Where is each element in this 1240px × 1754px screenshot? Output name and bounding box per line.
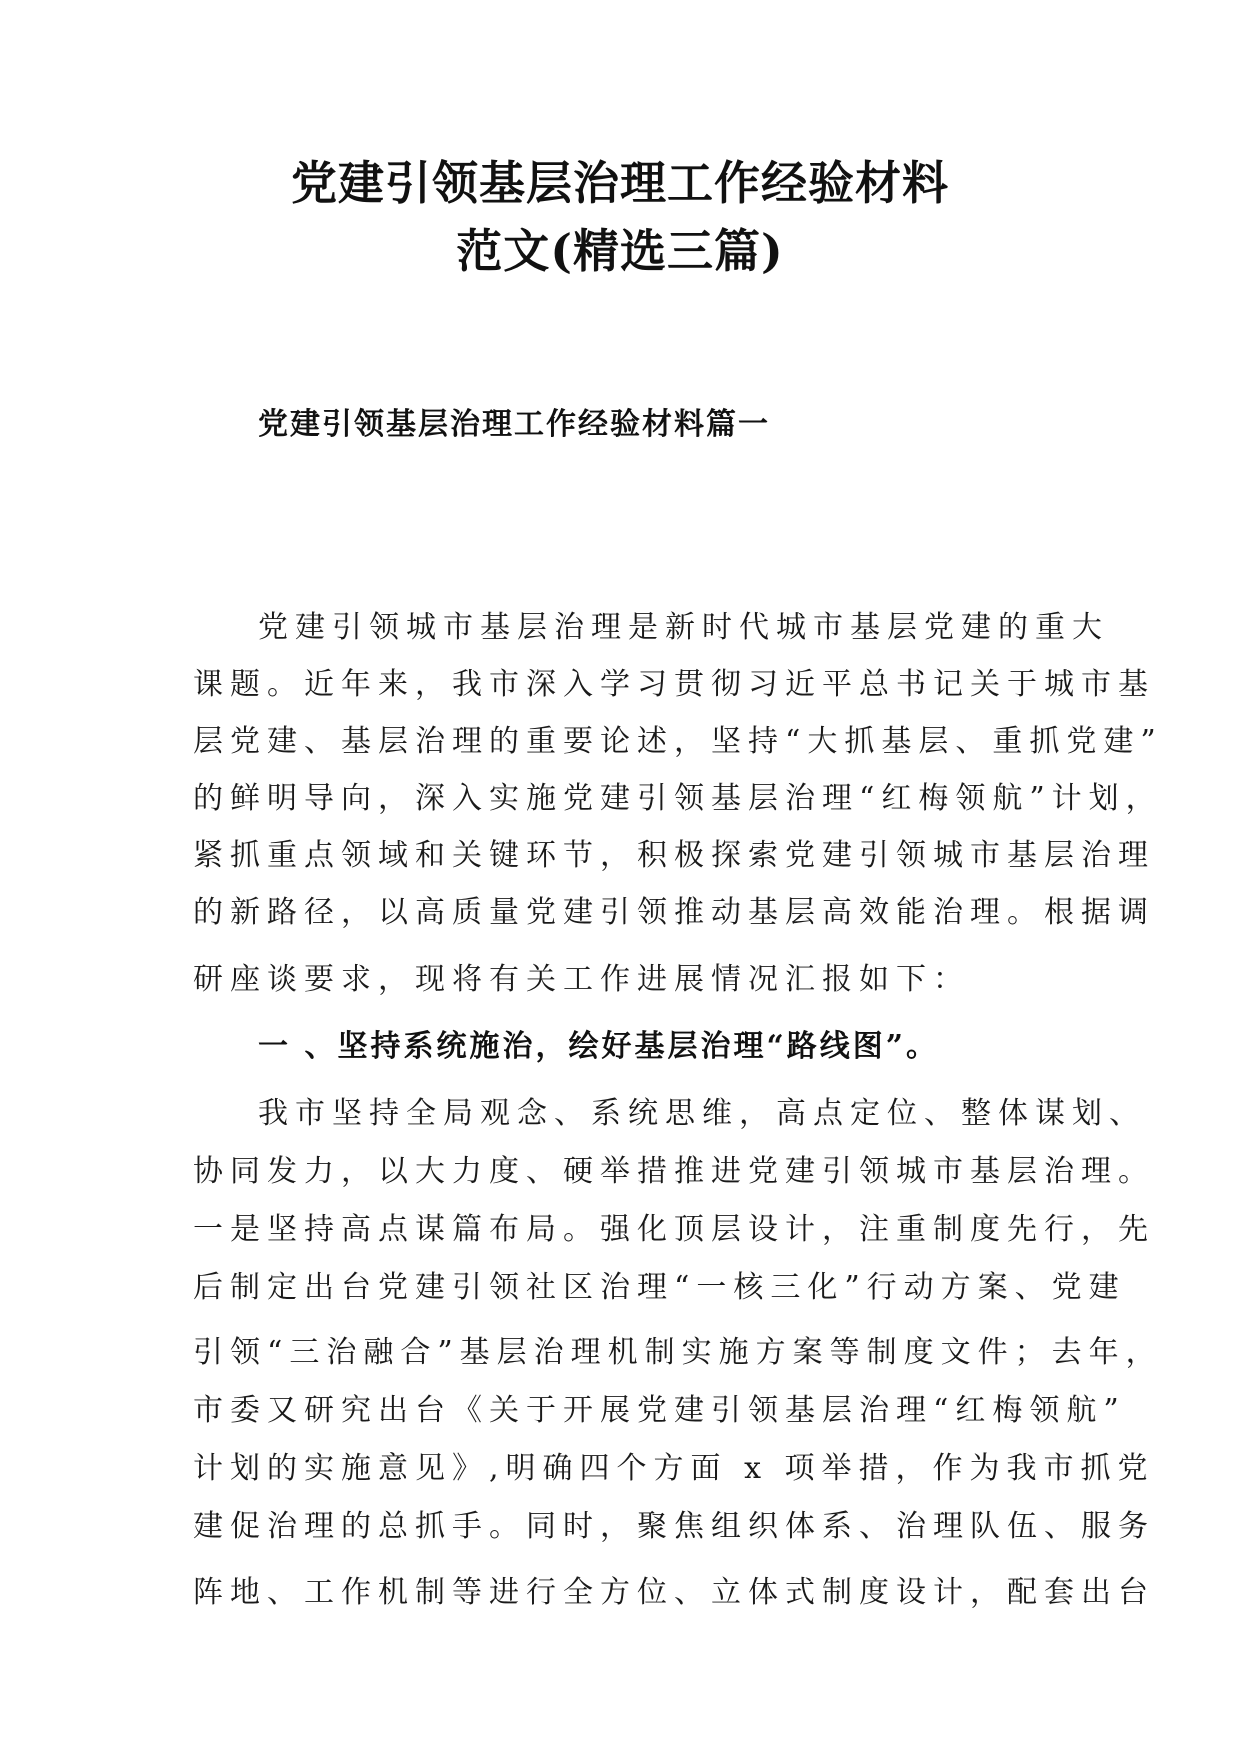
paragraph-line: 的鲜明导向，深入实施党建引领基层治理“红梅领航”计划， bbox=[193, 781, 1163, 816]
paragraph-line: 协同发力，以大力度、硬举措推进党建引领城市基层治理。 bbox=[193, 1154, 1155, 1189]
paragraph-line: 研座谈要求，现将有关工作进展情况汇报如下： bbox=[193, 962, 970, 997]
paragraph-line: 后制定出台党建引领社区治理“一核三化”行动方案、党建 bbox=[193, 1270, 1126, 1305]
document-title-line1: 党建引领基层治理工作经验材料 bbox=[291, 156, 949, 210]
paragraph-line: 党建引领城市基层治理是新时代城市基层党建的重大 bbox=[258, 610, 1109, 645]
paragraph-line: 我市坚持全局观念、系统思维，高点定位、整体谋划、 bbox=[258, 1096, 1146, 1131]
paragraph-line: 的新路径，以高质量党建引领推动基层高效能治理。根据调 bbox=[193, 895, 1155, 930]
paragraph-line: 市委又研究出台《关于开展党建引领基层治理“红梅领航” bbox=[193, 1393, 1126, 1428]
paragraph-line: 课题。近年来，我市深入学习贯彻习近平总书记关于城市基 bbox=[193, 667, 1155, 702]
paragraph-line: 层党建、基层治理的重要论述，坚持“大抓基层、重抓党建” bbox=[193, 724, 1163, 759]
paragraph-line: 引领“三治融合”基层治理机制实施方案等制度文件；去年， bbox=[193, 1335, 1163, 1370]
paragraph-line: 阵地、工作机制等进行全方位、立体式制度设计，配套出台 bbox=[193, 1575, 1155, 1610]
section-heading: 党建引领基层治理工作经验材料篇一 bbox=[258, 407, 770, 442]
document-title-line2: 范文(精选三篇) bbox=[456, 224, 784, 278]
paragraph-line: 建促治理的总抓手。同时，聚焦组织体系、治理队伍、服务 bbox=[193, 1509, 1155, 1544]
paragraph-line: 一是坚持高点谋篇布局。强化顶层设计，注重制度先行，先 bbox=[193, 1212, 1155, 1247]
subheading: 一 、坚持系统施治，绘好基层治理“路线图”。 bbox=[258, 1029, 939, 1064]
paragraph-line: 紧抓重点领域和关键环节，积极探索党建引领城市基层治理 bbox=[193, 838, 1155, 873]
paragraph-line: 计划的实施意见》,明确四个方面 x 项举措，作为我市抓党 bbox=[193, 1451, 1155, 1486]
